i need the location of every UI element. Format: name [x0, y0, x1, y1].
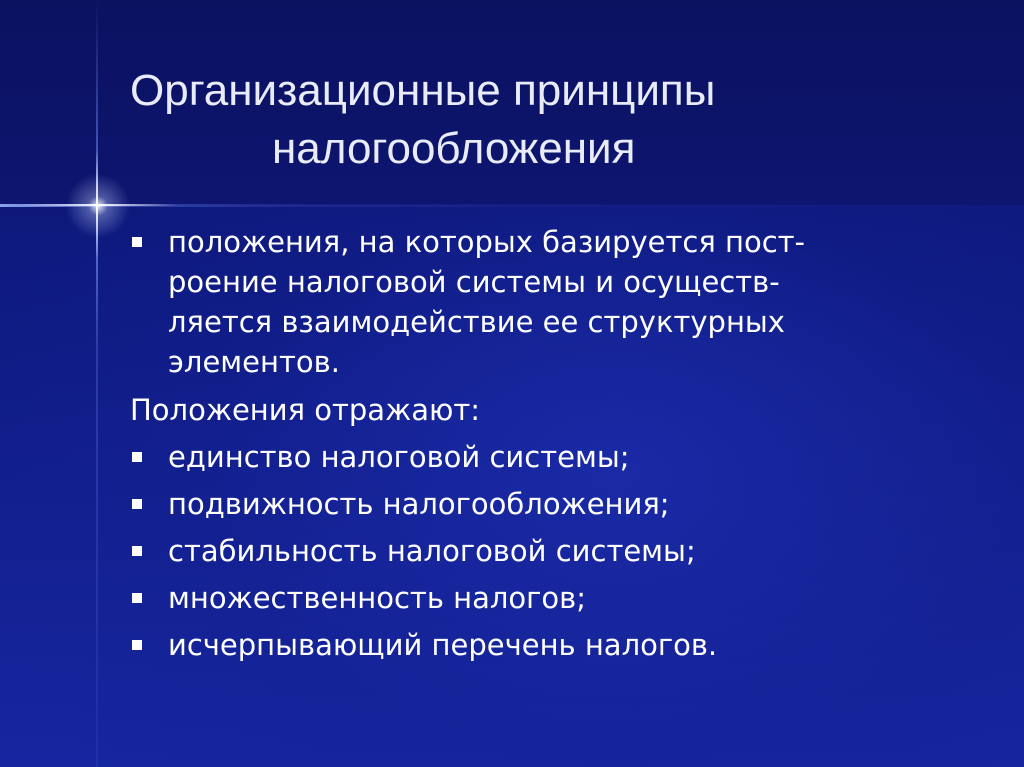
list-item-text: множественность налогов; [168, 581, 586, 615]
square-bullet-icon [132, 237, 142, 247]
square-bullet-icon [132, 593, 142, 603]
title-line-1: Организационные принципы [130, 66, 716, 115]
definition-line: положения, на которых базируется пост- [168, 225, 806, 259]
list-item [130, 437, 950, 477]
definition-line: элементов. [168, 345, 340, 379]
square-bullet-icon [132, 499, 142, 509]
square-bullet-icon [132, 640, 142, 650]
sparkle-horizontal-ray [18, 204, 178, 206]
list-item [130, 625, 950, 665]
list-item [130, 484, 950, 524]
square-bullet-icon [132, 452, 142, 462]
slide-body [130, 222, 950, 665]
list-intro: Положения отражают: [130, 393, 481, 427]
slide-title [0, 62, 1024, 178]
sparkle-glow [60, 168, 136, 244]
title-line-2: налогообложения [272, 124, 636, 173]
list-item [130, 578, 950, 618]
square-bullet-icon [132, 546, 142, 556]
definition-item [130, 222, 950, 382]
list-item-text: исчерпывающий перечень налогов. [168, 628, 718, 662]
definition-line: роение налоговой системы и осуществ- [168, 265, 780, 299]
definition-line: ляется взаимодействие ее структурных [168, 305, 785, 339]
list-item-text: подвижность налогообложения; [168, 487, 670, 521]
list-item-text: стабильность налоговой системы; [168, 534, 696, 568]
list-item-text: единство налоговой системы; [168, 440, 630, 474]
list-item [130, 531, 950, 571]
